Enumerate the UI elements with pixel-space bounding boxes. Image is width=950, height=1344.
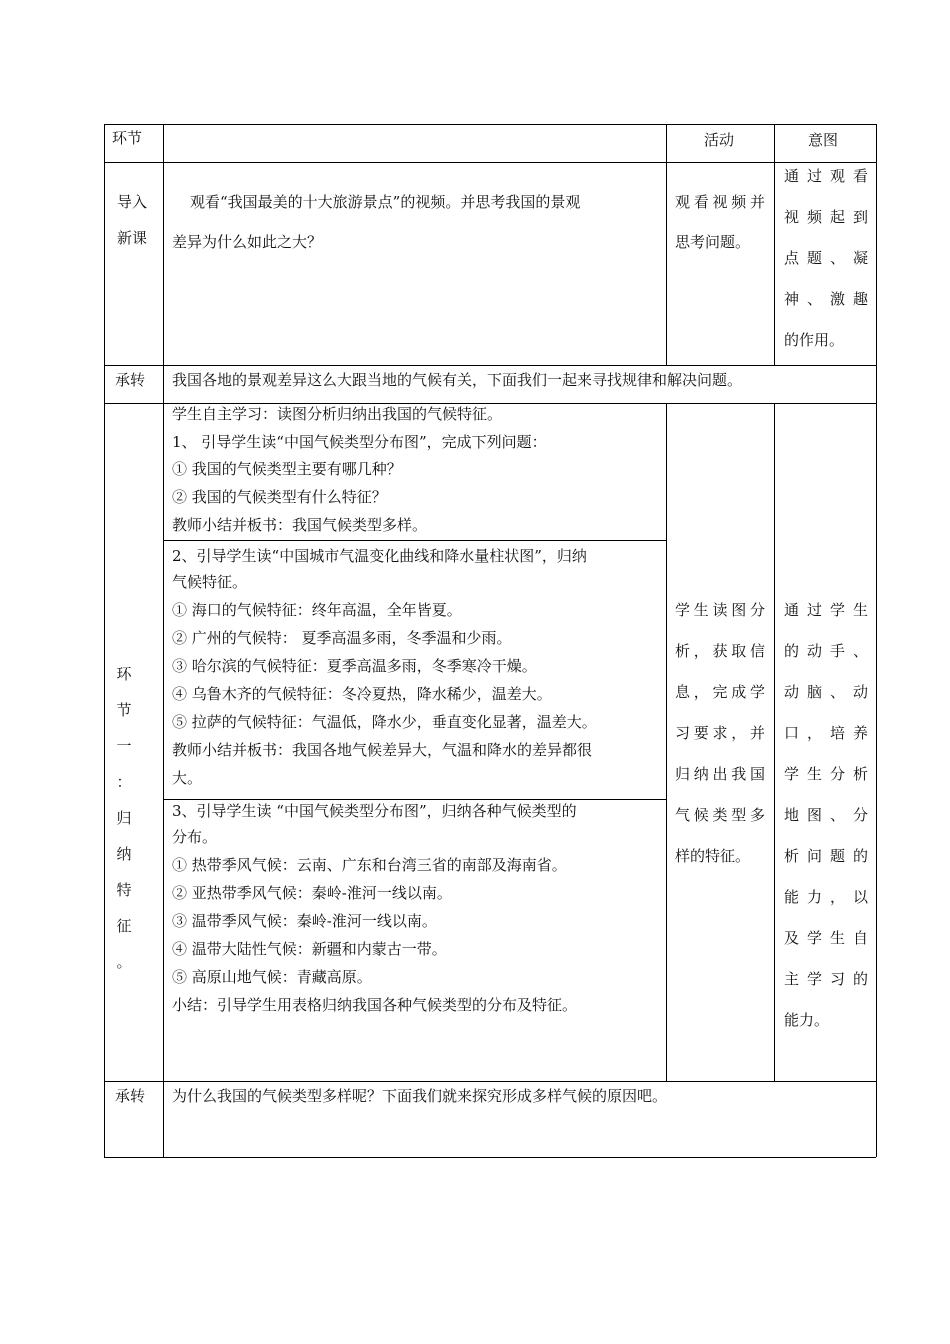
header-section: 环节 [112,129,143,147]
transition1-content: 我国各地的景观差异这么大跟当地的气候有关，下面我们一起来寻找规律和解决问题。 [172,371,743,389]
part1-section-label: 环 节 一 ： 归 纳 特 征 。 [116,665,132,971]
transition2-section: 承转 [115,1087,146,1105]
transition2-content: 为什么我国的气候类型多样呢？下面我们就来探究形成多样气候的原因吧。 [172,1087,668,1105]
header-intent: 意图 [808,131,839,149]
header-activity: 活动 [704,131,735,149]
document-page: 环节 活动 意图 导入 新课 观看“我国最美的十大旅游景点”的视频。并思考我国的景观 差异为什么如此之大？ 观看视频并 思考问题。 通过观看 视频起到 点题、凝 神、激趣 的作用。 承转 我国各地的景观差异这么大跟当地的气候有关，下面我们一起来寻找规律和解决问题。 环 节 一 ： 归 纳 特 征 。 学生自主学习：读图分析归纳出我国的气候特征。 1、 引导学生读“中国气候类型分布图”，完成下列问题： ① 我国的气候类型主要有哪几种？ ② 我国的气候类型有什么特征？ 教师小结并板书：我国气候类型多样。 2、引导学生读“中国城市气温变化曲线和降水量柱状图”，归纳 气候特征。 ① 海口的气候特征：终年高温，全年皆夏。 ② 广州的气候特： 夏季高温多雨，冬季温和少雨。 ③ 哈尔滨的气候特征：夏季高温多雨，冬季寒冷干燥。 ④ 乌鲁木齐的气候特征：冬冷夏热，降水稀少，温差大。 ⑤ 拉萨的气候特征：气温低，降水少，垂直变化显著，温差大。 教师小结并板书：我国各地气候差异大，气温和降水的差异都很 大。 3、引导学生读 “中国气候类型分布图”，归纳各种气候类型的 分布。 ① 热带季风气候：云南、广东和台湾三省的南部及海南省。 ② 亚热带季风气候：秦岭-淮河一线以南。 ③ 温带季风气候：秦岭-淮河一线以南。 ④ 温带大陆性气候：新疆和内蒙古一带。 ⑤ 高原山地气候：青藏高原。 小结：引导学生用表格归纳我国各种气候类型的分布及特征。 学生读图分 析，获取信 息，完成学 习要求，并 归纳出我国 气候类型多 样的特征。 通过学生 的动手、 动脑、动 口，培养 学生分析 地图、分 析问题的 能力，以 及学生自 主学习的 能力。 承转 为什么我国的气候类型多样呢？下面我们就来探究形成多样气候的原因吧。 [0,0,950,1344]
transition1-section: 承转 [115,371,146,389]
